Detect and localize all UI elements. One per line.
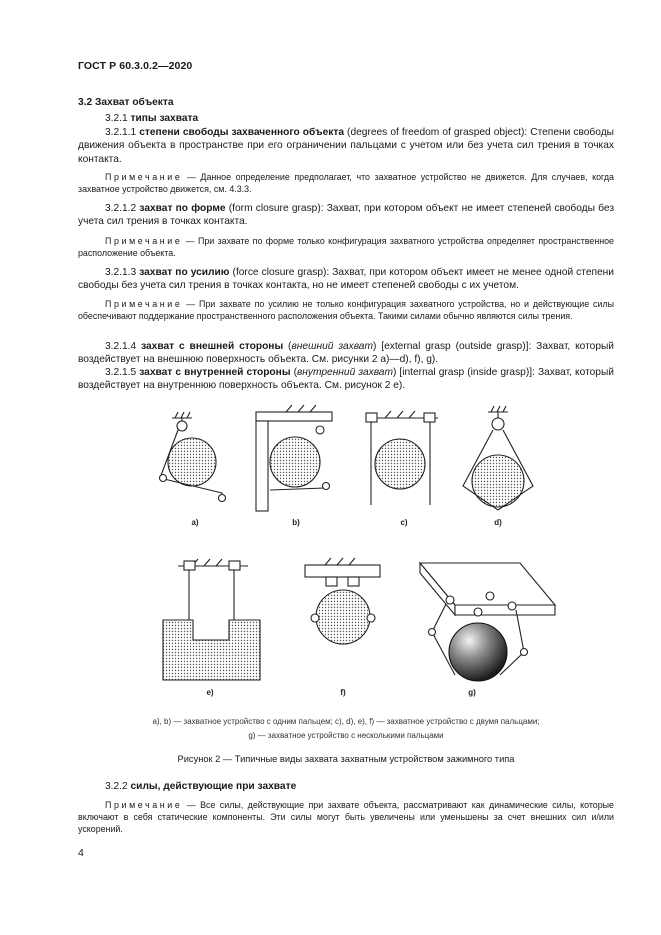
grasp-diagram-c [366,411,438,505]
clause-alt-term: внутренний захват [296,367,393,378]
clause-term: силы, действующие при захвате [130,781,297,792]
label-d: d) [494,518,502,527]
clause-number: 3.2.1.3 [105,267,137,278]
label-g: g) [468,688,476,697]
standard-header: ГОСТ Р 60.3.0.2—2020 [78,60,193,72]
clause-term: захват по форме [139,203,226,214]
clause-english: (degrees of freedom of grasped object): [344,127,531,138]
label-a: a) [191,518,199,527]
clause-term: захват с внутренней стороны [139,367,291,378]
clause-number: 3.2.1.2 [105,203,137,214]
clause-english: ) [external grasp (outside grasp)]: [372,341,537,352]
grasp-diagram-g [420,563,555,681]
clause-number: 3.2.1 [105,113,128,124]
grasp-diagram-d [463,406,533,510]
grasp-diagram-e [163,559,260,680]
clause-text: Захват, при котором объект имеет не менее одной степени свободы без учета сил трения в точках контакта, но не имеет степеней свободы с их учетом. [78,267,614,292]
clause-3-2-1-4: 3.2.1.4 захват с внешней стороны (внешний захват) [external grasp (outside grasp)]: Захват, который воздействует на внешнюю поверхность объекта. См. рисунки 2 а)—d), f), g). [78,341,614,366]
clause-term: захват с внешней стороны [141,341,284,352]
label-b: b) [292,518,300,527]
clause-english: ) [internal grasp (inside grasp)]: [392,367,538,378]
label-e: e) [206,688,214,697]
clause-3-2-1-5: 3.2.1.5 захват с внутренней стороны (внутренний захват) [internal grasp (inside grasp)]: Захват, который воздействует на внутреннюю поверхность объекта. См. рисунок 2 е). [78,367,614,392]
figure-legend-line-2: g) — захватное устройство с несколькими пальцами [248,731,444,740]
note-text: — Данное определение предполагает, что захватное устройство не движется. Для случаев, когда захватное устройство движется, см. 4.3.3. [78,172,614,194]
grasp-diagram-f [305,558,380,644]
label-c: c) [400,518,408,527]
clause-text: Захват, при котором объект не имеет степеней свободы без учета сил трения в точках контакта. [78,203,615,228]
grasp-diagram-a [160,412,226,502]
clause-number: 3.2.2 [105,781,128,792]
note-label: Примечание [105,236,183,246]
note-text: — При захвате по форме только конфигурация захватного устройства определяет пространственное расположение объекта. [78,236,614,258]
clause-english: (force closure grasp): [229,267,333,278]
clause-term: захват по усилию [139,267,230,278]
note-label: Примечание [105,800,183,810]
section-heading: 3.2 Захват объекта [78,97,174,108]
clause-number: 3.2.1.5 [105,367,137,378]
clause-text: Степени свободы движения объекта в пространстве при его ограничении пальцами с учетом или без учета сил трения в точках контакта. [78,127,614,165]
figure-legend-line-1: a), b) — захватное устройство с одним пальцем; c), d), e), f) — захватное устройство с двумя пальцами; [152,717,540,726]
grasp-diagram-b [256,405,332,511]
note-text: — При захвате по усилию не только конфигурация захватного устройства, но и действующие силы обеспечивают поддержание пространственного расположения объекта. Такими силами обычно являются силы трения. [78,299,614,321]
clause-english: (form closure grasp): [225,203,327,214]
note-4 [78,799,614,835]
clause-alt-term: внешний захват [291,341,373,352]
label-f: f) [340,688,346,697]
clause-text: Захват, который воздействует на внешнюю поверхность объекта. См. рисунки 2 а)—d), f), g). [78,341,614,366]
clause-number: 3.2.1.1 [105,127,137,138]
clause-term: типы захвата [130,113,199,124]
note-label: Примечание [105,299,183,309]
clause-text: Захват, который воздействует на внутреннюю поверхность объекта. См. рисунок 2 е). [78,367,614,392]
clause-term: степени свободы захваченного объекта [139,127,344,138]
clause-number: 3.2.1.4 [105,341,137,352]
figure-caption: Рисунок 2 — Типичные виды захвата захватным устройством зажимного типа [177,754,515,764]
clause-3-2-2 [78,780,614,793]
note-text: — Все силы, действующие при захвате объекта, рассматривают как динамические силы, которые включают в себя статические компоненты. Эти силы могут быть увеличены или уменьшены за счет внешних сил и/или ускорений. [78,800,614,834]
note-label: Примечание [105,172,183,182]
page-number: 4 [78,847,84,859]
